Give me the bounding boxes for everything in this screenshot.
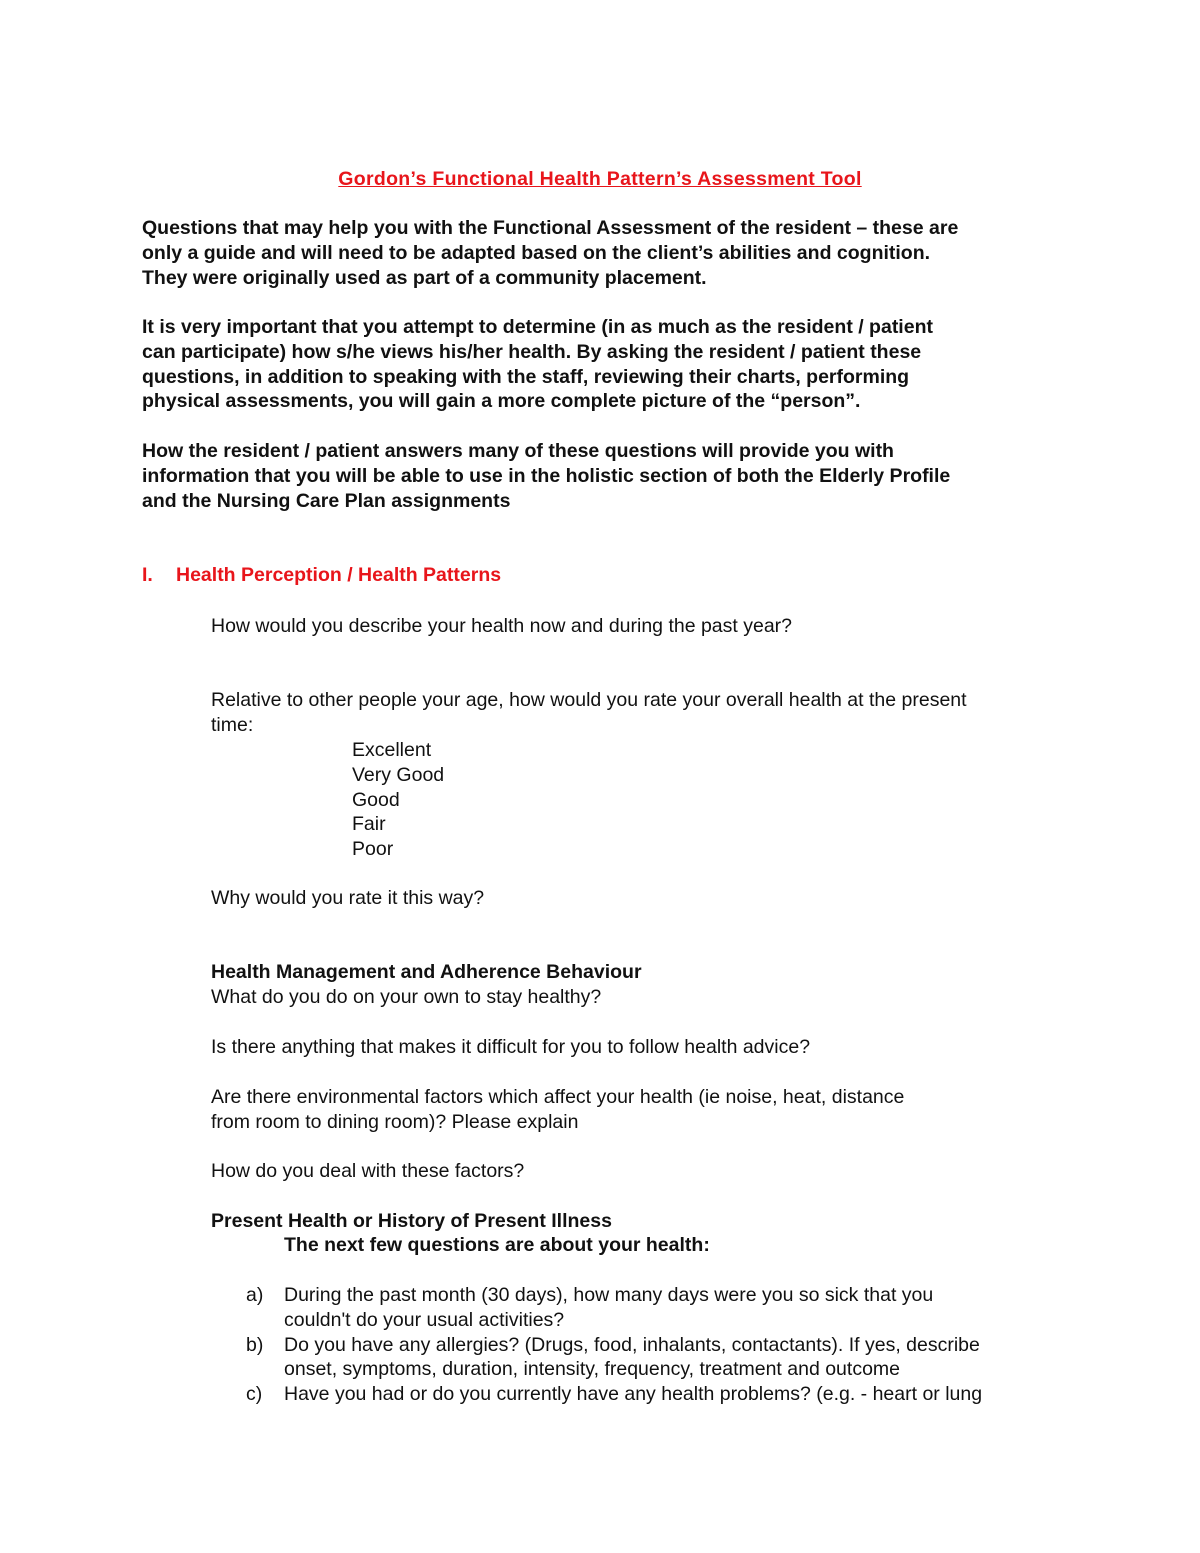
intro-line: How the resident / patient answers many of these questions will provide you with xyxy=(142,440,894,462)
intro-line: It is very important that you attempt to determine (in as much as the resident / patient xyxy=(142,316,933,338)
intro-line: only a guide and will need to be adapted based on the client’s abilities and cognition. xyxy=(142,241,931,264)
question-environmental-factors xyxy=(211,1085,1071,1135)
intro-line: Questions that may help you with the Functional Assessment of the resident – these are xyxy=(142,217,959,239)
section-number: I. xyxy=(142,564,153,586)
list-item-label: c) xyxy=(246,1383,263,1406)
question-text: from room to dining room)? Please explain xyxy=(211,1110,579,1133)
list-item-line: couldn't do your usual activities? xyxy=(284,1308,565,1331)
list-item-line: Do you have any allergies? (Drugs, food, inhalants, contactants). If yes, describe xyxy=(284,1333,980,1356)
question-rate-health xyxy=(211,688,1071,738)
list-item xyxy=(246,1333,1076,1383)
question-difficult-advice xyxy=(211,1035,1071,1060)
question-describe-health xyxy=(211,614,1071,639)
list-item-line: During the past month (30 days), how many days were you so sick that you xyxy=(284,1284,934,1306)
question-text: Why would you rate it this way? xyxy=(211,887,485,909)
section-heading xyxy=(142,564,501,587)
rating-options-list xyxy=(352,738,444,862)
list-item-text xyxy=(284,1382,1076,1407)
intro-line: questions, in addition to speaking with the staff, reviewing their charts, performing xyxy=(142,365,910,388)
list-item-text xyxy=(284,1283,1076,1333)
question-deal-factors xyxy=(211,1159,1071,1184)
document-title: Gordon’s Functional Health Pattern’s Assessment Tool xyxy=(338,168,862,190)
list-item-label: a) xyxy=(246,1284,264,1306)
list-item-line: Have you had or do you currently have any health problems? (e.g. - heart or lung xyxy=(284,1383,983,1406)
intro-line: can participate) how s/he views his/her health. By asking the resident / patient these xyxy=(142,340,922,363)
question-why-rate xyxy=(211,886,1071,911)
intro-paragraph-3 xyxy=(142,439,1082,513)
question-text: Are there environmental factors which affect your health (ie noise, heat, distance xyxy=(211,1086,905,1108)
question-text: What do you do on your own to stay healthy? xyxy=(211,985,602,1008)
question-text: time: xyxy=(211,713,254,736)
rating-option: Good xyxy=(352,788,400,811)
rating-option: Poor xyxy=(352,838,394,861)
list-item-label: b) xyxy=(246,1333,264,1356)
list-item-line: onset, symptoms, duration, intensity, frequency, treatment and outcome xyxy=(284,1358,901,1381)
intro-paragraph-2 xyxy=(142,315,1082,414)
health-management-heading: Health Management and Adherence Behaviour xyxy=(211,961,642,983)
intro-paragraph-1 xyxy=(142,216,1082,290)
list-item xyxy=(246,1382,1076,1407)
intro-line: They were originally used as part of a community placement. xyxy=(142,266,707,289)
intro-line: physical assessments, you will gain a more complete picture of the “person”. xyxy=(142,390,861,413)
question-text: How would you describe your health now and during the past year? xyxy=(211,615,793,637)
question-text: Relative to other people your age, how would you rate your overall health at the present xyxy=(211,689,967,711)
present-health-questions-list xyxy=(246,1283,1076,1407)
rating-option: Fair xyxy=(352,813,386,836)
rating-option: Very Good xyxy=(352,763,445,786)
list-item xyxy=(246,1283,1076,1333)
question-text: How do you deal with these factors? xyxy=(211,1160,525,1182)
health-management-block xyxy=(211,960,1071,1010)
present-health-block xyxy=(211,1209,1071,1234)
list-item-text xyxy=(284,1333,1076,1383)
intro-line: information that you will be able to use in the holistic section of both the Elderly Profile xyxy=(142,464,951,487)
section-title: Health Perception / Health Patterns xyxy=(176,564,502,586)
question-text: Is there anything that makes it difficult for you to follow health advice? xyxy=(211,1036,811,1058)
intro-line: and the Nursing Care Plan assignments xyxy=(142,489,511,512)
present-health-subheading: The next few questions are about your health: xyxy=(284,1234,710,1256)
rating-option: Excellent xyxy=(352,739,432,761)
present-health-heading: Present Health or History of Present Illness xyxy=(211,1210,612,1232)
